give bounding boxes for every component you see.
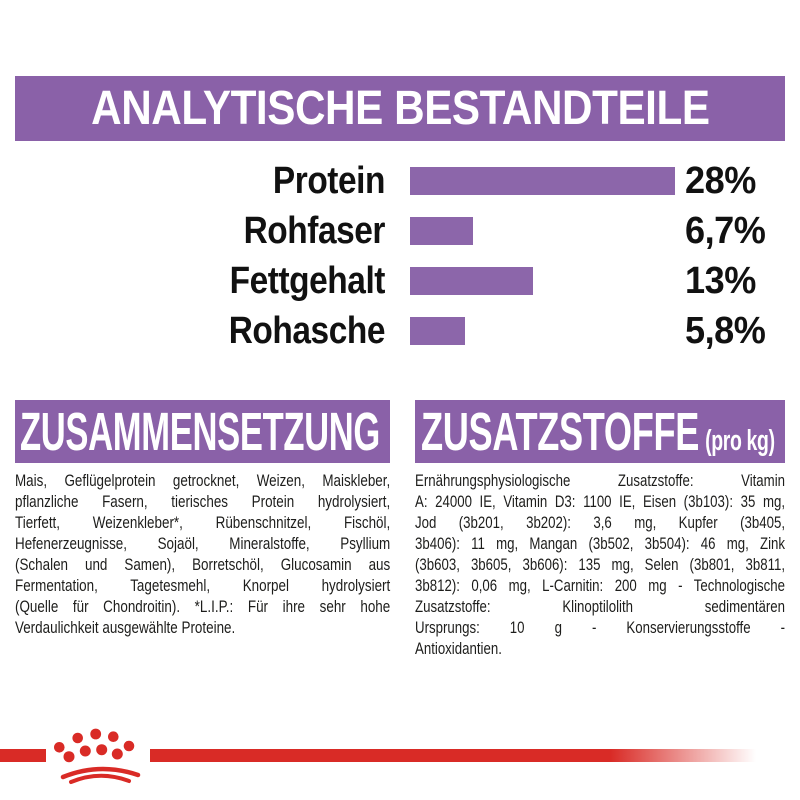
footer-red-line-right (150, 749, 756, 762)
additives-body-text (415, 470, 785, 659)
body-text-line: (Schalen und Samen), Borretschöl, Glucosamin aus (15, 555, 391, 574)
body-text-line: Fermentation, Tagetesmehl, Knorpel hydrolysiert (15, 576, 391, 595)
analytical-constituents-header-band (15, 76, 785, 141)
body-text-line: (3b603, 3b605, 3b606): 135 mg, Selen (3b801, 3b811, (415, 555, 786, 574)
additives-text-column (415, 470, 800, 659)
chart-row (0, 206, 800, 256)
body-text-line: Zusatzstoffe: Klinoptilolith sedimentären (415, 597, 786, 616)
chart-row (0, 256, 800, 306)
additives-heading-main: ZUSATZSTOFFE (421, 401, 700, 462)
chart-category-label: Rohfaser (243, 209, 385, 252)
body-text-line: Tierfett, Weizenkleber*, Rübenschnitzel, Fischöl, (15, 513, 391, 532)
bar-track (410, 267, 675, 295)
body-text-line: Antioxidantien. (415, 639, 502, 658)
bar (410, 267, 533, 295)
analytical-constituents-title: ANALYTISCHE BESTANDTEILE (90, 81, 710, 135)
body-text-line: Mais, Geflügelprotein getrocknet, Weizen, Maiskleber, (15, 471, 391, 490)
chart-row (0, 306, 800, 356)
composition-header-band (15, 400, 390, 463)
body-text-line: Verdaulichkeit ausgewählte Proteine. (15, 618, 236, 637)
chart-category-label: Rohasche (228, 309, 385, 352)
body-text-line: A: 24000 IE, Vitamin D3: 1100 IE, Eisen (3b103): 35 mg, (415, 492, 786, 511)
bar-track (410, 167, 675, 195)
body-text-line: Jod (3b201, 3b202): 3,6 mg, Kupfer (3b405, (415, 513, 786, 532)
chart-category-label: Protein (272, 159, 385, 202)
chart-value-label: 6,7% (685, 209, 766, 252)
analytical-constituents-chart (0, 156, 800, 356)
additives-header-band (415, 400, 785, 463)
bar (410, 217, 473, 245)
bar-track (410, 217, 675, 245)
body-text-line: 3b406): 11 mg, Mangan (3b502, 3b504): 46 mg, Zink (415, 534, 786, 553)
chart-value-label: 13% (685, 259, 756, 302)
chart-category-label: Fettgehalt (229, 259, 385, 302)
composition-heading: ZUSAMMENSETZUNG (20, 401, 380, 462)
body-text-line: Ernährungsphysiologische Zusatzstoffe: Vitamin (415, 471, 786, 490)
chart-row (0, 156, 800, 206)
body-text-line: pflanzliche Fasern, tierisches Protein hydrolysiert, (15, 492, 391, 511)
composition-body-text (15, 470, 390, 638)
bar (410, 167, 675, 195)
additives-heading (421, 401, 775, 462)
royal-canin-crown-icon (45, 724, 141, 786)
additives-heading-suffix: (pro kg) (705, 424, 775, 457)
chart-value-label: 28% (685, 159, 756, 202)
body-text-line: Hefenerzeugnisse, Sojaöl, Mineralstoffe, Psyllium (15, 534, 391, 553)
body-text-line: Ursprungs: 10 g - Konservierungsstoffe - (415, 618, 786, 637)
footer-red-line-left (0, 749, 46, 762)
bar (410, 317, 465, 345)
bar-track (410, 317, 675, 345)
chart-value-label: 5,8% (685, 309, 766, 352)
body-text-line: (Quelle für Chondroitin). *L.I.P.: Für ihre sehr hohe (15, 597, 391, 616)
body-text-line: 3b812): 0,06 mg, L-Carnitin: 200 mg - Technologische (415, 576, 786, 595)
